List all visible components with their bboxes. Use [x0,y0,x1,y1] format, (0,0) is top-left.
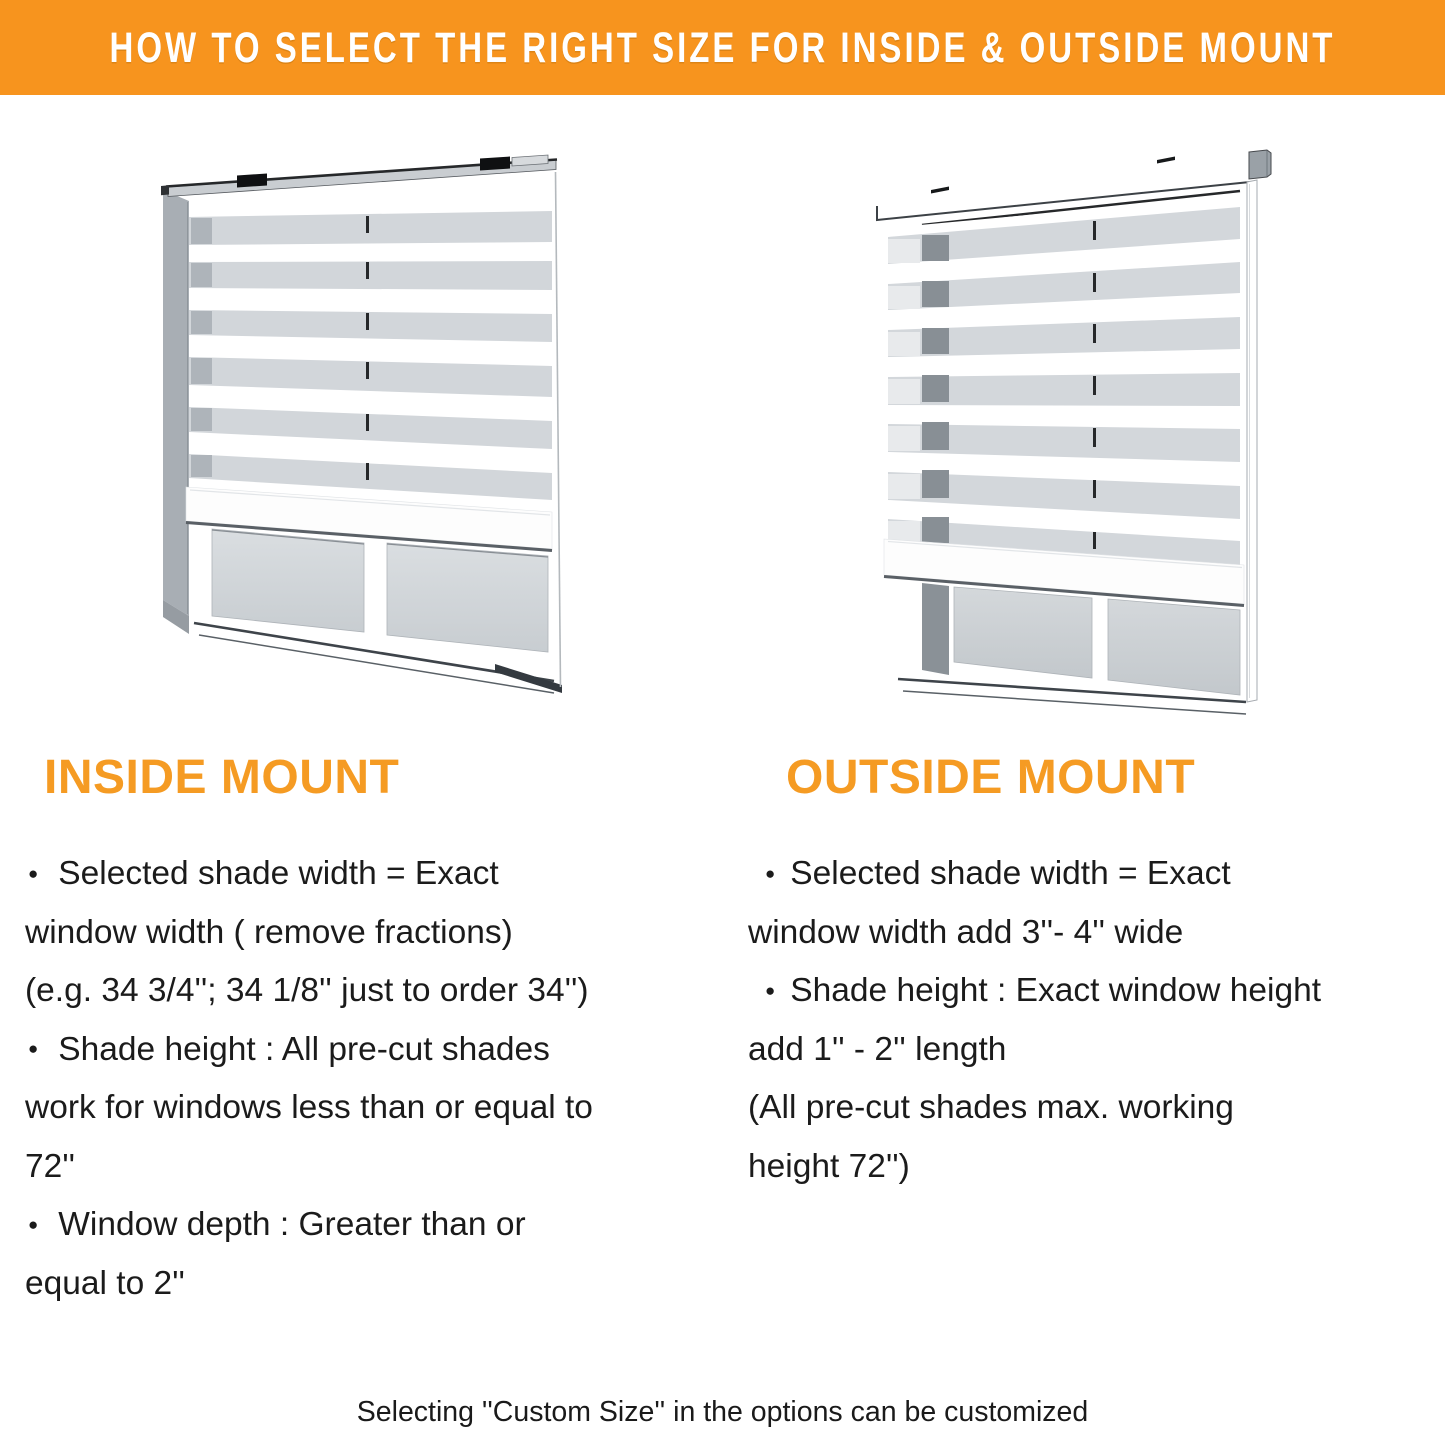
wall-bracket-block [1249,150,1271,179]
text-line [25,1021,715,1080]
text-line-content: work for windows less than or equal to [25,1089,593,1127]
text-line-content: (All pre-cut shades max. working [748,1089,1234,1127]
text-line [748,1138,1438,1197]
text-line [25,1079,715,1138]
zebra-shade-fabric [888,195,1242,572]
text-line-content: add 1'' - 2'' length [748,1030,1007,1068]
inside-mount-instructions [25,845,715,1313]
text-line-content: (e.g. 34 3/4''; 34 1/8'' just to order 34'') [25,972,589,1010]
bullet-dot: ● [28,1214,39,1234]
outside-mount-heading: OUTSIDE MOUNT [786,751,1196,804]
zebra-shade-fabric [189,174,552,512]
text-line [748,845,1438,904]
text-line-content: equal to 2'' [25,1264,185,1302]
footer-note: Selecting ''Custom Size'' in the options can be customized [356,1396,1089,1428]
wall-screw [931,187,949,194]
text-line [748,1021,1438,1080]
text-line [748,904,1438,963]
mounting-bracket [480,157,510,171]
banner-title: HOW TO SELECT THE RIGHT SIZE FOR INSIDE & OUTSIDE MOUNT [109,23,1336,71]
text-line [25,1255,715,1314]
text-line-content: height 72'') [748,1147,910,1185]
window-frame-right [1247,180,1257,702]
text-line-content: window width ( remove fractions) [25,913,513,951]
text-line [25,845,715,904]
text-line-content: Shade height : All pre-cut shades [58,1030,550,1068]
window-left-jamb [922,583,949,675]
text-line-content: Shade height : Exact window height [790,972,1322,1010]
inside-mount-window-illustration [150,140,570,700]
inside-mount-heading: INSIDE MOUNT [44,751,400,804]
wall-screw [1157,157,1175,164]
bullet-dot: ● [765,863,776,883]
text-line [748,962,1438,1021]
text-line-content: 72'' [25,1147,76,1185]
bullet-dot: ● [28,863,39,883]
headrail-left-tip [161,185,169,195]
inside-mount-window-drawing [150,140,570,700]
outside-mount-window-drawing [830,140,1280,720]
text-line-content: window width add 3''- 4'' wide [748,913,1184,951]
text-line [748,1079,1438,1138]
window-left-jamb [163,190,189,634]
text-line [25,1196,715,1255]
text-line [25,904,715,963]
text-line-content: Window depth : Greater than or [58,1206,526,1244]
text-line [25,1138,715,1197]
outside-mount-instructions [748,845,1438,1196]
banner [0,0,1445,95]
mounting-bracket [237,174,267,188]
text-line [25,962,715,1021]
bullet-dot: ● [28,1039,39,1059]
window-right-edge [556,172,561,687]
text-line-content: Selected shade width = Exact [58,855,499,893]
bullet-dot: ● [765,980,776,1000]
outside-mount-window-illustration [830,140,1280,720]
text-line-content: Selected shade width = Exact [790,855,1231,893]
